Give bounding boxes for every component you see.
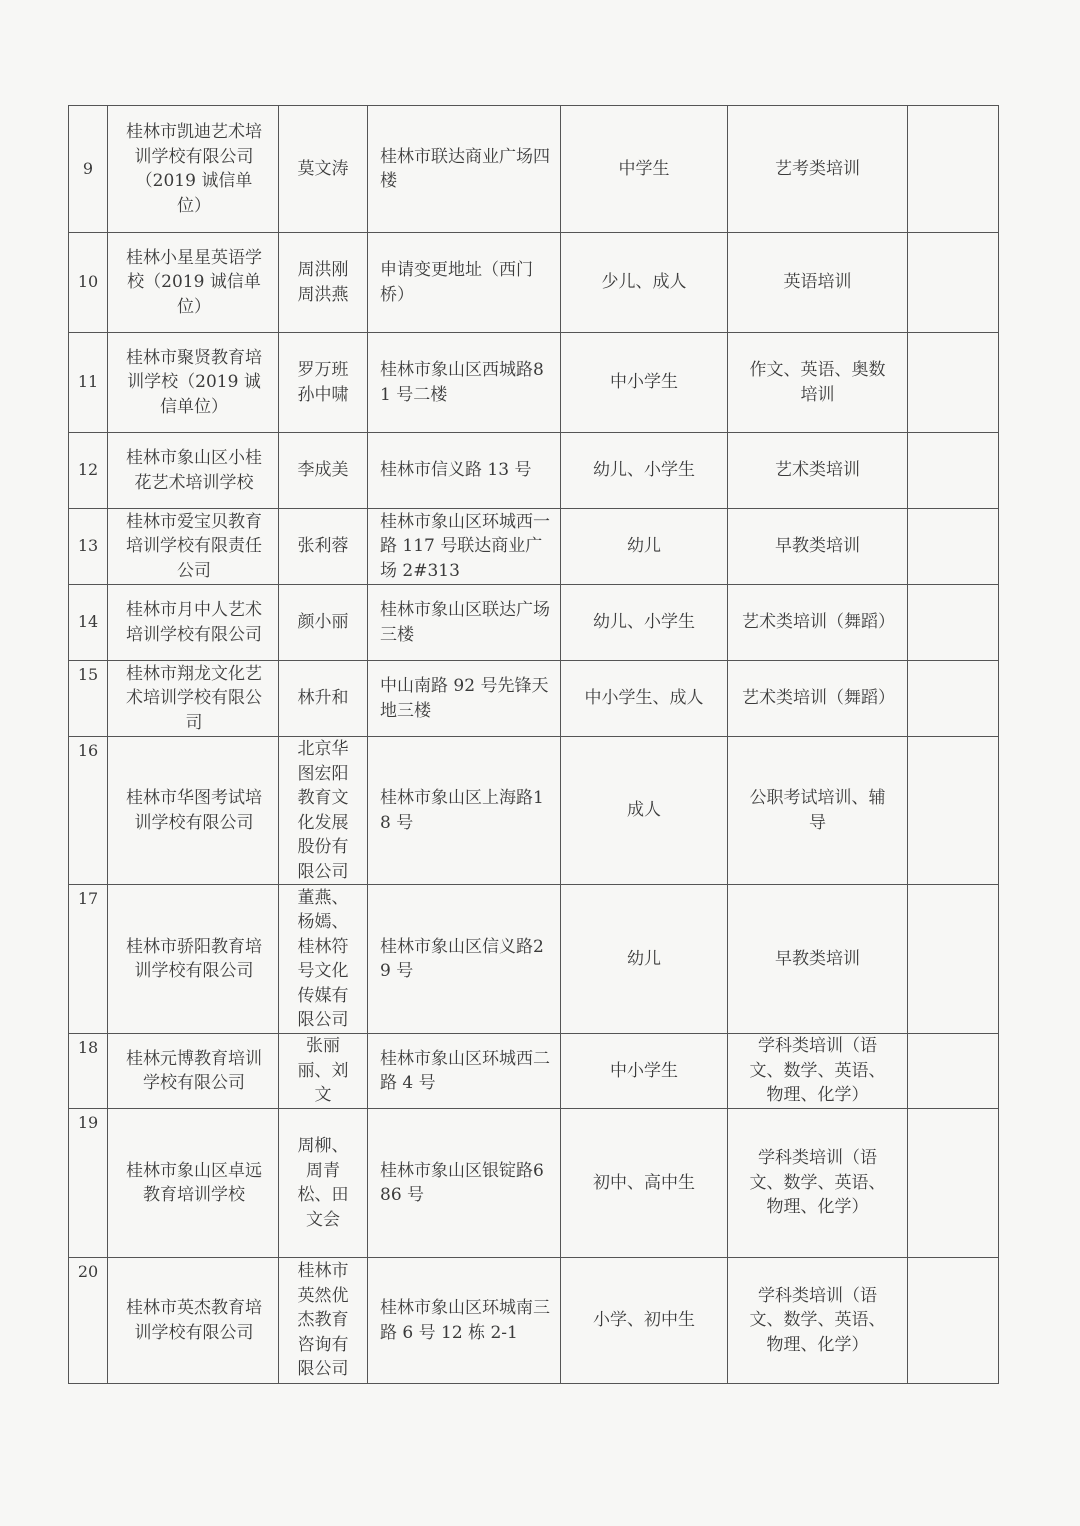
row-number: 20 <box>69 1258 108 1384</box>
school-name: 桂林市象山区小桂花艺术培训学校 <box>108 433 279 509</box>
target-students: 中小学生 <box>561 333 728 433</box>
remark <box>908 1034 999 1109</box>
row-number: 18 <box>69 1034 108 1109</box>
sponsor: 林升和 <box>279 661 368 737</box>
row-number: 11 <box>69 333 108 433</box>
sponsor: 罗万班孙中啸 <box>279 333 368 433</box>
remark <box>908 1109 999 1258</box>
course-type: 艺术类培训（舞蹈） <box>728 661 908 737</box>
table-row <box>69 661 999 737</box>
course-type: 学科类培训（语文、数学、英语、物理、化学） <box>728 1258 908 1384</box>
table-row <box>69 885 999 1034</box>
course-type: 早教类培训 <box>728 509 908 585</box>
sponsor: 周柳、周青松、田文会 <box>279 1109 368 1258</box>
school-name: 桂林市凯迪艺术培训学校有限公司（2019 诚信单位） <box>108 106 279 233</box>
course-type: 艺考类培训 <box>728 106 908 233</box>
row-number: 16 <box>69 737 108 885</box>
row-number: 14 <box>69 585 108 661</box>
address: 桂林市象山区西城路81 号二楼 <box>368 333 561 433</box>
target-students: 成人 <box>561 737 728 885</box>
address: 桂林市象山区银锭路686 号 <box>368 1109 561 1258</box>
sponsor: 颜小丽 <box>279 585 368 661</box>
remark <box>908 737 999 885</box>
remark <box>908 106 999 233</box>
address: 桂林市象山区联达广场三楼 <box>368 585 561 661</box>
sponsor: 周洪刚周洪燕 <box>279 233 368 333</box>
sponsor: 莫文涛 <box>279 106 368 233</box>
remark <box>908 661 999 737</box>
school-name: 桂林市聚贤教育培训学校（2019 诚信单位） <box>108 333 279 433</box>
table-row <box>69 585 999 661</box>
remark <box>908 433 999 509</box>
school-name: 桂林市骄阳教育培训学校有限公司 <box>108 885 279 1034</box>
sponsor: 北京华图宏阳教育文化发展股份有限公司 <box>279 737 368 885</box>
table-row <box>69 737 999 885</box>
course-type: 公职考试培训、辅导 <box>728 737 908 885</box>
table-row <box>69 509 999 585</box>
table-row <box>69 1258 999 1384</box>
address: 桂林市联达商业广场四楼 <box>368 106 561 233</box>
sponsor: 张利蓉 <box>279 509 368 585</box>
table-row <box>69 333 999 433</box>
target-students: 幼儿、小学生 <box>561 585 728 661</box>
course-type: 学科类培训（语文、数学、英语、物理、化学） <box>728 1034 908 1109</box>
target-students: 中学生 <box>561 106 728 233</box>
target-students: 中小学生 <box>561 1034 728 1109</box>
row-number: 13 <box>69 509 108 585</box>
target-students: 幼儿、小学生 <box>561 433 728 509</box>
address: 桂林市象山区上海路18 号 <box>368 737 561 885</box>
row-number: 17 <box>69 885 108 1034</box>
target-students: 初中、高中生 <box>561 1109 728 1258</box>
sponsor: 桂林市英然优杰教育咨询有限公司 <box>279 1258 368 1384</box>
target-students: 中小学生、成人 <box>561 661 728 737</box>
target-students: 幼儿 <box>561 885 728 1034</box>
table-row <box>69 233 999 333</box>
school-name: 桂林市象山区卓远教育培训学校 <box>108 1109 279 1258</box>
remark <box>908 1258 999 1384</box>
school-name: 桂林市华图考试培训学校有限公司 <box>108 737 279 885</box>
remark <box>908 333 999 433</box>
school-name: 桂林元博教育培训学校有限公司 <box>108 1034 279 1109</box>
school-name: 桂林市爱宝贝教育培训学校有限责任公司 <box>108 509 279 585</box>
row-number: 10 <box>69 233 108 333</box>
target-students: 幼儿 <box>561 509 728 585</box>
school-name: 桂林市翔龙文化艺术培训学校有限公司 <box>108 661 279 737</box>
sponsor: 张丽丽、刘文 <box>279 1034 368 1109</box>
course-type: 作文、英语、奥数培训 <box>728 333 908 433</box>
address: 桂林市象山区环城西二路 4 号 <box>368 1034 561 1109</box>
remark <box>908 233 999 333</box>
course-type: 艺术类培训（舞蹈） <box>728 585 908 661</box>
row-number: 12 <box>69 433 108 509</box>
school-name: 桂林市月中人艺术培训学校有限公司 <box>108 585 279 661</box>
target-students: 少儿、成人 <box>561 233 728 333</box>
school-name: 桂林小星星英语学校（2019 诚信单位） <box>108 233 279 333</box>
sponsor: 李成美 <box>279 433 368 509</box>
course-type: 早教类培训 <box>728 885 908 1034</box>
row-number: 15 <box>69 661 108 737</box>
address: 桂林市象山区环城南三路 6 号 12 栋 2-1 <box>368 1258 561 1384</box>
row-number: 9 <box>69 106 108 233</box>
address: 桂林市信义路 13 号 <box>368 433 561 509</box>
table-row <box>69 1109 999 1258</box>
remark <box>908 585 999 661</box>
address: 中山南路 92 号先锋天地三楼 <box>368 661 561 737</box>
address: 桂林市象山区信义路29 号 <box>368 885 561 1034</box>
remark <box>908 509 999 585</box>
school-name: 桂林市英杰教育培训学校有限公司 <box>108 1258 279 1384</box>
address: 申请变更地址（西门桥） <box>368 233 561 333</box>
address: 桂林市象山区环城西一路 117 号联达商业广场 2#313 <box>368 509 561 585</box>
table-row <box>69 433 999 509</box>
remark <box>908 885 999 1034</box>
course-type: 学科类培训（语文、数学、英语、物理、化学） <box>728 1109 908 1258</box>
course-type: 英语培训 <box>728 233 908 333</box>
sponsor: 董燕、杨嫣、桂林符号文化传媒有限公司 <box>279 885 368 1034</box>
target-students: 小学、初中生 <box>561 1258 728 1384</box>
course-type: 艺术类培训 <box>728 433 908 509</box>
table-row <box>69 106 999 233</box>
training-school-table <box>68 105 999 1384</box>
row-number: 19 <box>69 1109 108 1258</box>
table-row <box>69 1034 999 1109</box>
